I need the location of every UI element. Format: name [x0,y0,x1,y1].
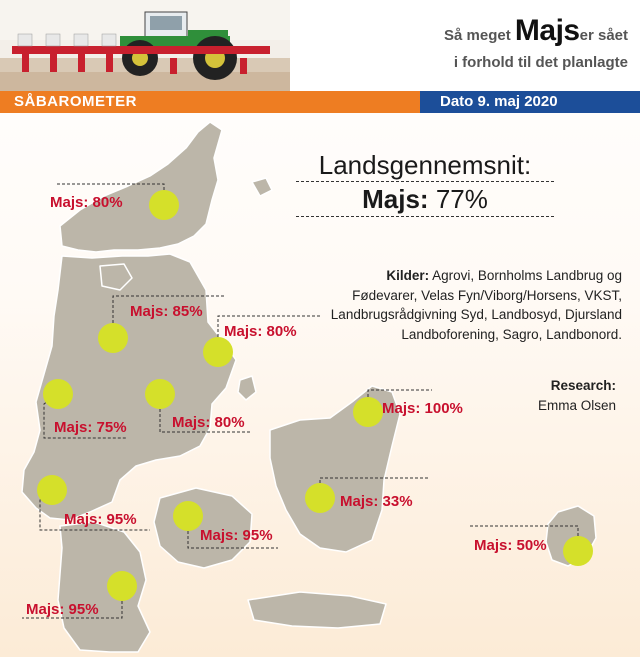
research-name: Emma Olsen [537,398,616,413]
lolland-falster [248,592,386,628]
marker-dot [43,379,73,409]
north-jutland [60,122,222,252]
sources-text: Agrovi, Bornholms Landbrug og Fødevarer, Velas Fyn/Viborg/Horsens, VKST, Landbrugsrådgivning Syd, Landbosyd, Djursland Landboforening, Sagro, Landbonord. [330,268,622,342]
laeso-island [252,178,272,196]
marker-dot [305,483,335,513]
marker-dot [563,536,593,566]
marker-dot [353,397,383,427]
marker-label: Majs: 33% [340,493,413,510]
marker-dot [107,571,137,601]
headline-emphasis: Majs [514,14,580,47]
marker-dot [173,501,203,531]
marker-label: Majs: 80% [224,323,297,340]
divider-top [296,181,554,182]
marker-label: Majs: 75% [54,419,127,436]
national-average [296,150,554,215]
date-label: Dato 9. maj 2020 [440,93,558,110]
marker-dot [203,337,233,367]
sources-label: Kilder: [386,268,430,283]
national-average-crop: Majs: [362,184,429,214]
marker-label: Majs: 50% [474,537,547,554]
marker-dot [37,475,67,505]
marker-dot [149,190,179,220]
headline-prefix: Så meget [444,27,511,44]
national-average-value-row [296,184,554,215]
section-label: SÅBAROMETER [14,93,138,110]
marker-dot [98,323,128,353]
marker-label: Majs: 80% [50,194,123,211]
samso-island [238,376,256,400]
national-average-title: Landsgennemsnit: [318,150,532,180]
divider-bottom [296,216,554,217]
national-average-value: 77% [435,184,488,214]
marker-label: Majs: 95% [200,527,273,544]
headline-suffix: er sået [579,27,628,44]
region-marker [203,316,322,367]
sources-block [330,266,622,344]
research-label: Research: [550,378,616,393]
headline-subtitle: i forhold til det planlagte [453,54,628,71]
marker-label: Majs: 95% [26,601,99,618]
marker-label: Majs: 85% [130,303,203,320]
marker-label: Majs: 95% [64,511,137,528]
marker-dot [145,379,175,409]
marker-label: Majs: 100% [382,400,463,417]
marker-label: Majs: 80% [172,414,245,431]
